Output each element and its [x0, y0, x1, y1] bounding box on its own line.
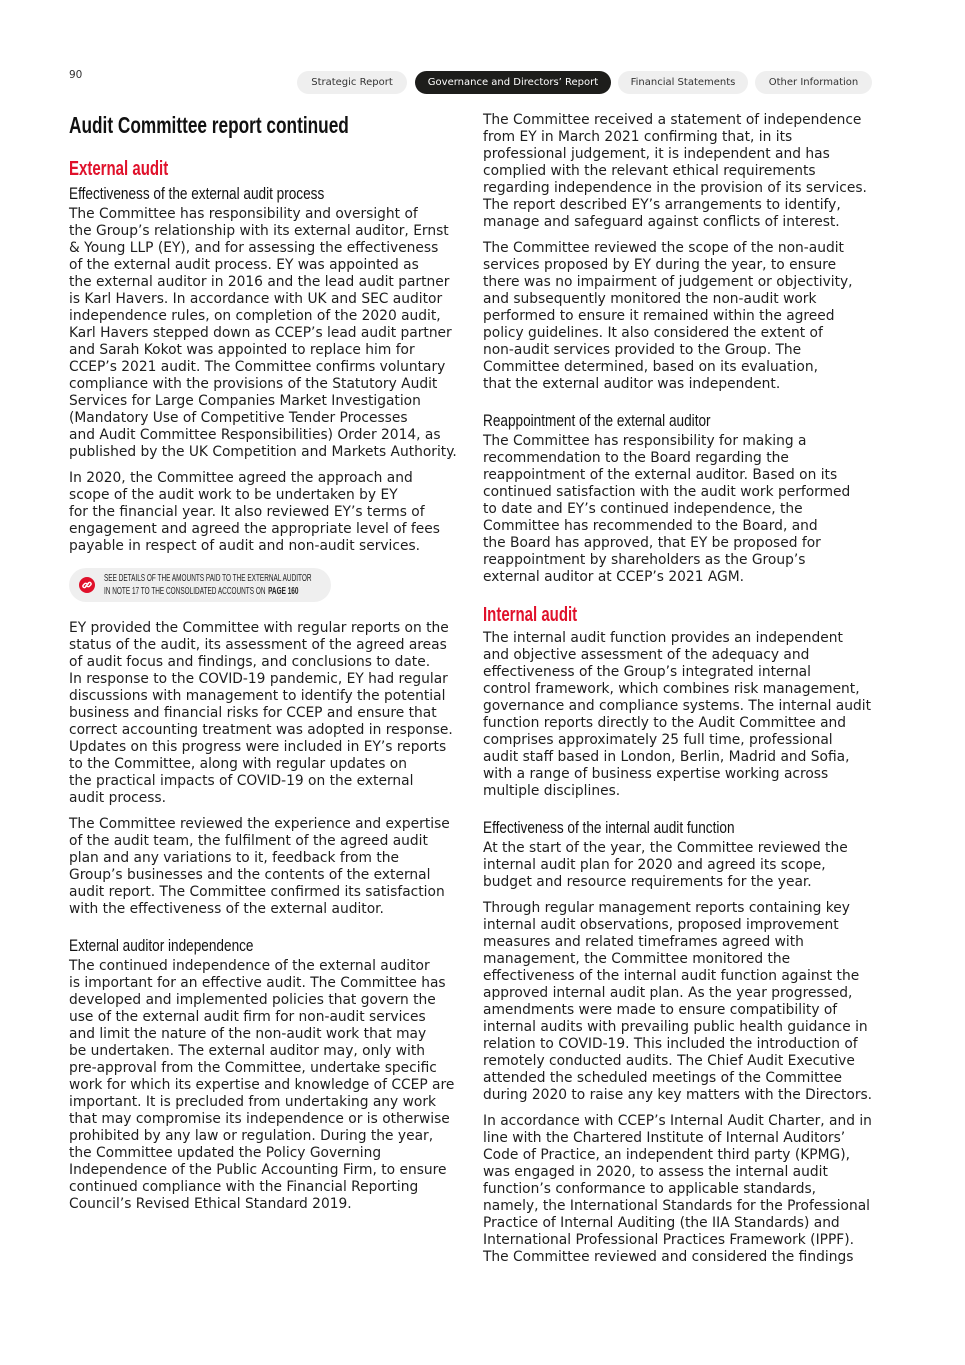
- right-paragraph-3: The Committee has responsibility for making a recommendation to the Board regarding the reappointment of the external auditor. Based on its continued satisfaction with the audit work performed to date and EY’s continued independence, the Committee has recommended to the Board, and the Board has approved, that EY be proposed for reappointment by shareholders as the Group’s external auditor at CCEP’s 2021 AGM.: [483, 433, 851, 585]
- page-title: Audit Committee report continued: [69, 112, 349, 138]
- page-number: 90: [69, 69, 83, 81]
- left-paragraph-3: EY provided the Committee with regular reports on the status of the audit, its assessment of the agreed areas of audit focus and findings, and conclusions to date. In response to the COVID-19 pandemic, EY had regular discussions with management to identify the potential business and financial risks for CCEP and ensure that correct accounting treatment was adopted in response. Updates on this progress were included in EY’s reports to the Committee, along with regular updates on the practical impacts of COVID-19 on the external audit process.: [69, 620, 453, 806]
- note-reference-link[interactable]: [69, 568, 331, 602]
- left-paragraph-2: In 2020, the Committee agreed the approach and scope of the audit work to be undertaken by EY for the financial year. It also reviewed EY’s terms of engagement and agreed the appropriate level of fees payable in respect of audit and non-audit services.: [69, 470, 440, 554]
- right-paragraph-2: The Committee reviewed the scope of the non-audit services proposed by EY during the year, to ensure there was no impairment of judgement or objectivity, and subsequently monitored the non-audit work performed to ensure it remained within the agreed policy guidelines. It also considered the extent of non-audit services provided to the Group. The Committee determined, based on its evaluation, that the external auditor was independent.: [483, 240, 853, 392]
- note-reference-text: [104, 572, 426, 598]
- section-heading-external-audit: External audit: [69, 158, 169, 180]
- left-paragraph-1: The Committee has responsibility and oversight of the Group’s relationship with its external auditor, Ernst & Young LLP (EY), and for assessing the effectiveness of the external audit process. EY was appointed as the external auditor in 2016 and the lead audit partner is Karl Havers. In accordance with UK and SEC auditor independence rules, on completion of the 2020 audit, Karl Havers stepped down as CCEP’s lead audit partner and Sarah Kokot was appointed to replace him for CCEP’s 2021 audit. The Committee confirms voluntary compliance with the provisions of the Statutory Audit Services for Large Companies Market Investigation (Mandatory Use of Competitive Tender Processes and Audit Committee Responsibilities) Order 2014, as published by the UK Competition and Markets Authority.: [69, 206, 457, 460]
- note-reference-line-1: SEE DETAILS OF THE AMOUNTS PAID TO THE EXTERNAL AUDITOR: [104, 572, 312, 584]
- section-heading-internal-audit: Internal audit: [483, 604, 578, 626]
- nav-tab-governance-and-directors-report[interactable]: Governance and Directors’ Report: [415, 71, 611, 94]
- subheading-external-audit-effectiveness: Effectiveness of the external audit process: [69, 184, 325, 203]
- nav-tab-financial-statements[interactable]: Financial Statements: [618, 71, 748, 94]
- right-paragraph-6: Through regular management reports containing key internal audit observations, proposed improvement measures and related timeframes agreed with management, the Committee monitored the effectiveness of the internal audit function against the approved internal audit plan. As the year progressed, amendments were made to ensure compatibility of internal audits with prevailing public health guidance in relation to COVID-19. This included the introduction of remotely conducted audits. The Chief Audit Executive attended the scheduled meetings of the Committee during 2020 to raise any key matters with the Directors.: [483, 900, 873, 1103]
- note-reference-page: PAGE 160: [268, 585, 299, 597]
- subheading-reappointment-external-auditor: Reappointment of the external auditor: [483, 411, 711, 430]
- left-paragraph-4: The Committee reviewed the experience and expertise of the audit team, the fulfilment of the agreed audit plan and any variations to it, feedback from the Group’s businesses and the contents of the external audit report. The Committee confirmed its satisfaction with the effectiveness of the external auditor.: [69, 816, 450, 917]
- link-icon: [79, 577, 95, 593]
- nav-tab-strategic-report[interactable]: Strategic Report: [297, 71, 407, 94]
- right-paragraph-7: In accordance with CCEP’s Internal Audit Charter, and in line with the Chartered Institute of Internal Auditors’ Code of Practice, an independent third party (KPMG), was engaged in 2020, to assess the internal audit function’s conformance to applicable standards, namely, the International Standards for the Professional Practice of Internal Auditing (the IIA Standards) and International Professional Practices Framework (IPPF). The Committee reviewed and considered the findings: [483, 1113, 872, 1265]
- right-paragraph-4: The internal audit function provides an independent and objective assessment of the adequacy and effectiveness of the Group’s integrated internal control framework, which combines risk management, governance and compliance systems. The internal audit function reports directly to the Audit Committee and comprises approximately 25 full time, professional audit staff based in London, Berlin, Madrid and Sofia, with a range of business expertise working across multiple disciplines.: [483, 630, 871, 799]
- subheading-internal-audit-effectiveness: Effectiveness of the internal audit function: [483, 818, 735, 837]
- right-paragraph-1: The Committee received a statement of independence from EY in March 2021 confirming that, in its professional judgement, it is independent and has complied with the relevant ethical requirements regarding independence in the provision of its services. The report described EY’s arrangements to identify, manage and safeguard against conflicts of interest.: [483, 112, 867, 230]
- left-paragraph-5: The continued independence of the external auditor is important for an effective audit. The Committee has developed and implemented policies that govern the use of the external audit firm for non-audit services and limit the nature of the non-audit work that may be undertaken. The external auditor may, only with pre-approval from the Committee, undertake specific work for which its expertise and knowledge of CCEP are important. It is precluded from undertaking any work that may compromise its independence or is otherwise prohibited by any law or regulation. During the year, the Committee updated the Policy Governing Independence of the Public Accounting Firm, to ensure continued compliance with the Financial Reporting Council’s Revised Ethical Standard 2019.: [69, 958, 455, 1212]
- right-paragraph-5: At the start of the year, the Committee reviewed the internal audit plan for 2020 and agreed its scope, budget and resource requirements for the year.: [483, 840, 848, 890]
- note-reference-line-2: [104, 585, 312, 598]
- note-reference-line-2-text: IN NOTE 17 TO THE CONSOLIDATED ACCOUNTS ON: [104, 585, 266, 597]
- subheading-external-auditor-independence: External auditor independence: [69, 936, 254, 955]
- nav-tab-other-information[interactable]: Other Information: [755, 71, 872, 94]
